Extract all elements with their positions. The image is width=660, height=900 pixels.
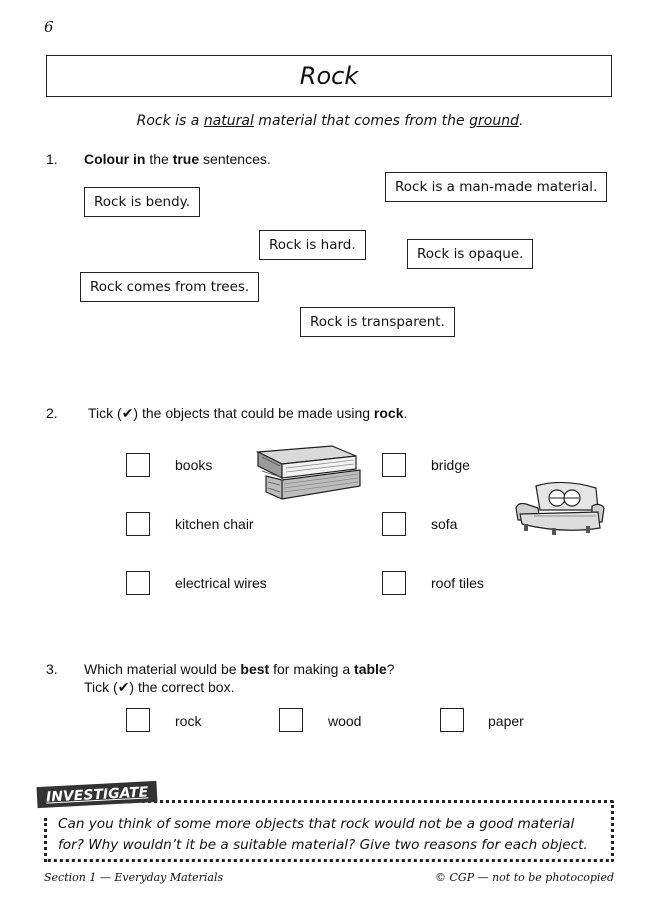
- q3-text: Which material would be: [84, 661, 241, 677]
- sentence-box[interactable]: Rock comes from trees.: [80, 272, 259, 302]
- intro-ground: ground: [469, 113, 519, 129]
- footer-section: Section 1 — Everyday Materials: [44, 871, 224, 884]
- sentence-box[interactable]: Rock is opaque.: [407, 239, 533, 269]
- intro-text: .: [518, 113, 524, 129]
- books-illustration: [252, 444, 364, 504]
- page-number: 6: [44, 18, 54, 36]
- q3-bold: best: [240, 661, 270, 677]
- checkbox-electrical-wires[interactable]: [126, 571, 150, 595]
- investigate-box-left-edge: [44, 818, 47, 862]
- intro-natural: natural: [203, 113, 254, 129]
- q2-text: .: [403, 405, 408, 421]
- option-label: bridge: [431, 457, 470, 473]
- q2-instruction: [88, 405, 407, 422]
- q3-bold: table: [354, 661, 387, 677]
- q3-text: ?: [386, 661, 395, 677]
- sentence-box[interactable]: Rock is a man-made material.: [385, 172, 607, 202]
- option-label: books: [175, 457, 213, 473]
- page-title: Rock: [299, 62, 359, 90]
- checkbox-kitchen-chair[interactable]: [126, 512, 150, 536]
- investigate-line: for? Why wouldn’t it be a suitable material? Give two reasons for each object.: [58, 837, 588, 853]
- option-label: electrical wires: [175, 575, 267, 591]
- intro-text: material that comes from the: [253, 113, 470, 129]
- intro-text: Rock is a: [136, 113, 204, 129]
- q3-number: 3.: [46, 661, 58, 677]
- q3-subinstruction: Tick (✔) the correct box.: [84, 679, 235, 695]
- title-box: [46, 55, 612, 97]
- checkbox-bridge[interactable]: [382, 453, 406, 477]
- footer-copyright: © CGP — not to be photocopied: [435, 871, 614, 884]
- checkbox-rock[interactable]: [126, 708, 150, 732]
- q3-text: for making a: [269, 661, 355, 677]
- option-label: sofa: [431, 516, 458, 532]
- checkbox-sofa[interactable]: [382, 512, 406, 536]
- q2-number: 2.: [46, 405, 58, 421]
- option-label: rock: [175, 713, 202, 729]
- checkbox-wood[interactable]: [279, 708, 303, 732]
- q2-bold: rock: [373, 405, 404, 421]
- sofa-illustration: [512, 480, 606, 538]
- investigate-line: Can you think of some more objects that rock would not be a good material: [58, 816, 575, 832]
- q1-text: the: [145, 151, 173, 167]
- q2-text: Tick (✔) the objects that could be made using: [88, 405, 374, 421]
- sentence-box[interactable]: Rock is hard.: [259, 230, 366, 260]
- sentence-box[interactable]: Rock is bendy.: [84, 187, 200, 217]
- q1-text: sentences.: [199, 151, 271, 167]
- q3-instruction: [84, 661, 395, 677]
- q1-bold: Colour in: [84, 151, 146, 167]
- option-label: wood: [328, 713, 362, 729]
- investigate-label-text: INVESTIGATE: [45, 784, 149, 806]
- intro-sentence: [0, 113, 660, 129]
- option-label: kitchen chair: [175, 516, 254, 532]
- checkbox-paper[interactable]: [440, 708, 464, 732]
- q1-bold: true: [172, 151, 200, 167]
- q1-number: 1.: [46, 151, 58, 167]
- option-label: paper: [488, 713, 524, 729]
- option-label: roof tiles: [431, 575, 484, 591]
- checkbox-roof-tiles[interactable]: [382, 571, 406, 595]
- sentence-box[interactable]: Rock is transparent.: [300, 307, 455, 337]
- q1-instruction: [84, 151, 271, 167]
- investigate-text: [58, 814, 606, 856]
- checkbox-books[interactable]: [126, 453, 150, 477]
